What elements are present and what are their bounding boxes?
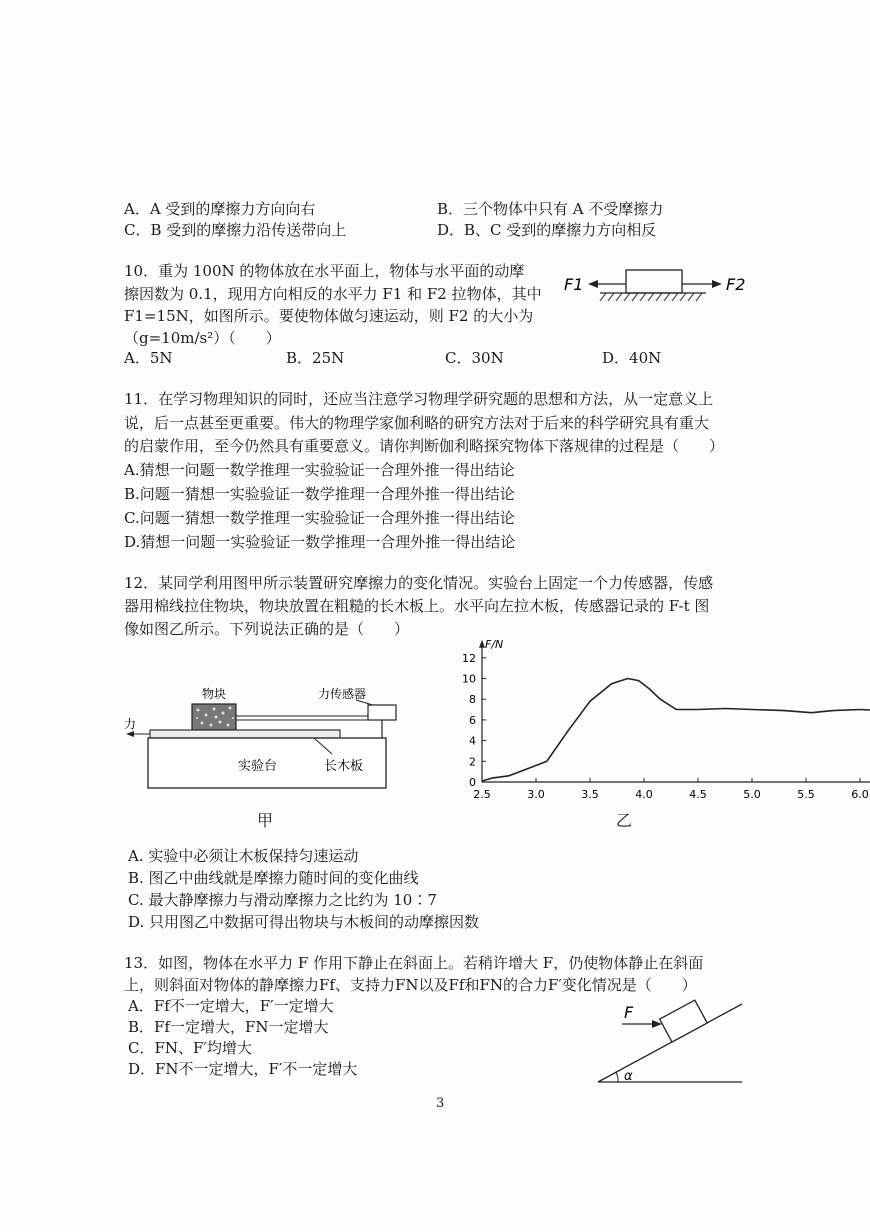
y-tick-label: 10 xyxy=(462,672,476,686)
q9-option-b: B．三个物体中只有 A 不受摩擦力 xyxy=(437,200,664,218)
y-tick-label: 8 xyxy=(469,693,476,707)
y-tick-label: 6 xyxy=(469,713,476,727)
incline-block xyxy=(660,1000,708,1042)
chart-series xyxy=(481,678,870,782)
f1-arrow-icon xyxy=(588,280,598,288)
y-tick-label: 4 xyxy=(469,734,476,748)
long-board xyxy=(150,730,340,738)
q10-line-4: （g=10m/s²）（ ） xyxy=(124,329,281,347)
curve-point xyxy=(811,712,812,713)
q13-option-c: C．FN、F′均增大 xyxy=(128,1039,252,1057)
q10-option-b: B．25N xyxy=(286,349,345,367)
q13-incline-figure xyxy=(592,994,752,1090)
pull-arrow-icon xyxy=(126,731,134,737)
q12-option-a: A. 实验中必须让木板保持匀速运动 xyxy=(128,847,359,865)
q12-line-3: 像如图乙所示。下列说法正确的是（ ） xyxy=(124,620,410,638)
q10-line-1: 10．重为 100N 的物体放在水平面上，物体与水平面的动摩 xyxy=(124,262,525,280)
q12-line-2: 器用棉线拉住物块，物块放置在粗糙的长木板上。水平向左拉木板，传感器记录的 F-t 图 xyxy=(124,597,710,615)
q13-option-b: B．Ff一定增大，FN一定增大 xyxy=(128,1018,329,1036)
q10-option-d: D．40N xyxy=(602,349,662,367)
q10-f1-label: F1 xyxy=(564,275,584,294)
q13-line-1: 13．如图，物体在水平力 F 作用下静止在斜面上。若稍许增大 F，仍使物体静止在斜面 xyxy=(124,954,704,972)
x-tick-labels xyxy=(473,788,870,801)
x-tick-label: 4.5 xyxy=(689,788,707,801)
block-label: 物块 xyxy=(202,687,227,701)
q11-line-1: 11．在学习物理知识的同时，还应当注意学习物理学研究题的思想和方法，从一定意义上 xyxy=(124,390,714,408)
q10-f2-label: F2 xyxy=(726,275,746,294)
figure-yi-caption: 乙 xyxy=(616,811,633,830)
q12-figure-jia xyxy=(118,680,408,795)
q9-option-d: D．B、C 受到的摩擦力方向相反 xyxy=(437,221,657,239)
q9-option-a: A．A 受到的摩擦力方向向右 xyxy=(124,200,316,218)
q13-option-d: D．FN不一定增大，F′不一定增大 xyxy=(128,1060,358,1078)
curve-point xyxy=(724,708,725,709)
q10-block xyxy=(626,270,682,293)
x-tick-label: 2.5 xyxy=(473,788,491,801)
x-tick-label: 4.0 xyxy=(635,788,653,801)
curve-point xyxy=(627,678,628,679)
force-curve xyxy=(482,679,870,782)
curve-point xyxy=(784,710,785,711)
curve-point xyxy=(638,680,639,681)
incline-force-label: F xyxy=(624,1003,634,1022)
y-tick-label: 2 xyxy=(469,755,476,769)
q10-line-2: 擦因数为 0.1，现用方向相反的水平力 F1 和 F2 拉物体，其中 xyxy=(124,285,542,303)
q10-option-a: A．5N xyxy=(124,349,173,367)
curve-point xyxy=(589,701,590,702)
curve-point xyxy=(859,709,860,710)
x-tick-label: 3.5 xyxy=(581,788,599,801)
force-label: 力 xyxy=(124,717,137,731)
force-sensor xyxy=(368,705,396,720)
q11-option-b: B.问题一猜想一实验验证一数学推理一合理外推一得出结论 xyxy=(124,485,515,503)
x-tick-label: 3.0 xyxy=(527,788,545,801)
q10-option-c: C．30N xyxy=(445,349,504,367)
curve-point xyxy=(492,777,493,778)
table-label: 实验台 xyxy=(238,759,278,774)
curve-point xyxy=(832,710,833,711)
y-tick-labels xyxy=(462,652,476,789)
q12-line-1: 12．某同学利用图甲所示装置研究摩擦力的变化情况。实验台上固定一个力传感器，传感 xyxy=(124,574,714,592)
curve-point xyxy=(611,683,612,684)
q11-option-c: C.问题一猜想一数学推理一实验验证一合理外推一得出结论 xyxy=(124,509,515,527)
curve-point xyxy=(546,761,547,762)
x-tick-label: 5.5 xyxy=(797,788,815,801)
f2-arrow-icon xyxy=(712,280,722,288)
q12-option-b: B. 图乙中曲线就是摩擦力随时间的变化曲线 xyxy=(128,869,419,887)
y-axis-label: F/N xyxy=(485,637,504,651)
q13-line-2: 上，则斜面对物体的静摩擦力Ff、支持力FN以及Ff和FN的合力F′变化情况是（ ） xyxy=(124,976,697,994)
curve-point xyxy=(676,709,677,710)
angle-label: α xyxy=(624,1069,633,1084)
sensor-label: 力传感器 xyxy=(318,687,367,701)
q12-option-d: D. 只用图乙中数据可得出物块与木板间的动摩擦因数 xyxy=(128,913,480,931)
curve-point xyxy=(508,775,509,776)
q12-option-c: C. 最大静摩擦力与滑动摩擦力之比约为 10∶7 xyxy=(128,891,437,909)
q13-option-a: A．Ff不一定增大，F′一定增大 xyxy=(128,997,334,1015)
q12-ft-chart xyxy=(448,634,869,810)
q11-line-2: 说，后一点甚至更重要。伟大的物理学家伽利略的研究方法对于后来的科学研究具有重大 xyxy=(124,414,710,432)
q9-option-c: C．B 受到的摩擦力沿传送带向上 xyxy=(124,221,347,239)
page-number: 3 xyxy=(436,1096,445,1111)
curve-point xyxy=(660,699,661,700)
q11-option-d: D.猜想一问题一实验验证一数学推理一合理外推一得出结论 xyxy=(124,533,516,551)
curve-point xyxy=(649,688,650,689)
ground-hatch xyxy=(600,293,702,301)
board-label: 长木板 xyxy=(324,759,364,774)
x-tick-label: 5.0 xyxy=(743,788,761,801)
curve-point xyxy=(697,709,698,710)
curve-point xyxy=(751,709,752,710)
curve-point xyxy=(481,780,482,781)
y-tick-label: 0 xyxy=(469,776,476,789)
q11-option-a: A.猜想一问题一数学推理一实验验证一合理外推一得出结论 xyxy=(124,461,515,479)
q10-figure xyxy=(560,262,760,312)
q10-line-3: F1=15N，如图所示。要使物体做匀速运动，则 F2 的大小为 xyxy=(124,307,534,325)
x-tick-label: 6.0 xyxy=(851,788,869,801)
q11-line-3: 的启蒙作用，至今仍然具有重要意义。请你判断伽利略探究物体下落规律的过程是（ ） xyxy=(124,437,725,455)
curve-point xyxy=(568,730,569,731)
figure-jia-caption: 甲 xyxy=(257,811,274,830)
curve-point xyxy=(525,769,526,770)
y-tick-label: 12 xyxy=(462,651,476,665)
